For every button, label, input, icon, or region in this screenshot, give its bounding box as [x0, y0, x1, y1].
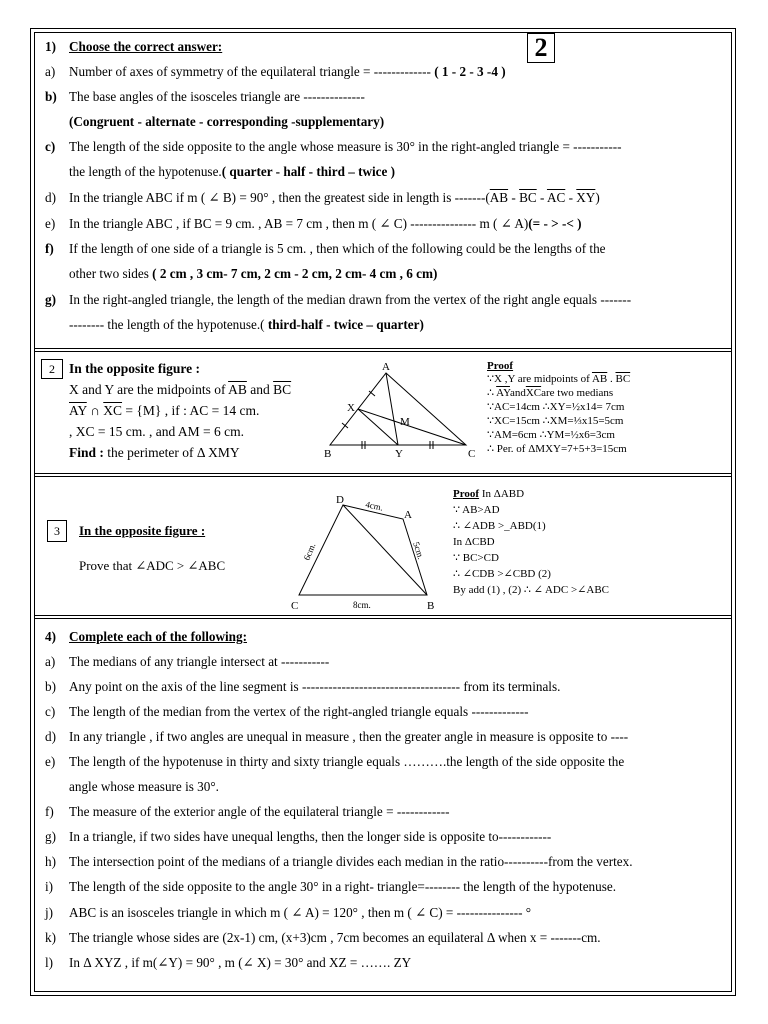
fig-label-m: M [400, 416, 410, 428]
fig-label-a: A [404, 509, 412, 521]
fig-label-b: B [427, 600, 435, 612]
q2-heading: In the opposite figure : [69, 361, 201, 376]
q1-c-options: ( quarter - half - third – twice ) [221, 164, 396, 179]
fig-label-c: C [291, 600, 299, 612]
fig-label-a: A [382, 361, 390, 373]
q4-heading: Complete each of the following: [69, 629, 247, 644]
q2-line-2: $\overline{AY}$ ∩ $\overline{XC} = \{M\}$ , if : AC = 14 cm. [69, 403, 260, 418]
q2-proof-title: Proof [487, 360, 514, 372]
q3-heading: In the opposite figure : [79, 523, 206, 538]
q2-line-4: Find : the perimeter of Δ XMY [69, 445, 240, 460]
q3-quadrilateral-figure [283, 491, 443, 616]
q1-b-options: (Congruent - alternate - corresponding -supplementary) [69, 114, 385, 129]
fig-length-cb: 8cm. [353, 600, 371, 610]
median-ay [386, 373, 398, 445]
worksheet-frame [30, 28, 736, 996]
q1-number: 1) [45, 39, 56, 54]
page-number: 2 [527, 33, 555, 63]
q2-line-1: X and Y are the midpoints of $\overline{AB}$ and $\overline{BC}$ [69, 382, 292, 397]
fig-label-y: Y [395, 448, 403, 460]
fig-length-ab: 5cm. [411, 540, 427, 561]
q1-a-options: ( 1 - 2 - 3 -4 ) [434, 64, 506, 79]
q2-triangle-figure [320, 361, 485, 461]
q4-number: 4) [45, 629, 56, 644]
fig-label-c: C [468, 448, 476, 460]
q1-g-options: third-half - twice – quarter) [267, 317, 424, 332]
divider-2 [35, 473, 731, 477]
q3-proof-title: Proof [453, 488, 480, 500]
divider-1 [35, 348, 731, 352]
divider-3 [35, 615, 731, 619]
fig-length-dc: 6cm. [301, 541, 318, 562]
segment-xy [358, 409, 398, 445]
q2-number-box: 2 [41, 359, 63, 379]
q1-e-options: (= - > -< ) [528, 216, 582, 231]
median-xc [358, 409, 466, 445]
fig-label-x: X [347, 402, 355, 414]
q1-f-options: ( 2 cm , 3 cm- 7 cm, 2 cm - 2 cm, 2 cm- 4 cm , 6 cm) [152, 266, 438, 281]
fig-length-da: 4cm. [364, 499, 385, 513]
q3-prove-statement: Prove that ∠ADC > ∠ABC [79, 558, 226, 573]
worksheet-inner-frame: 2 1) Choose the correct answer: a) Number of axes of symmetry of the equilateral triangle = ------------- ( 1 - 2 - 3 -4 ) b) The base angles of the isosceles triangle are -------------- (Congruent - alternate - corresponding -supplementary) c) The length of the side opposite to the angle whose measure is 30° in the right-angled triangle = ----------- the length of the hypotenuse.( quarter - half - third – twice ) d) In the triangle ABC if m ( ∠ B) = 90° , then the greatest side in length is $-------(\overline{AB} - \overline{BC} - \overline{AC} - \overline{XY})$ e) In the triangle ABC , if BC = 9 cm. , AB = 7 cm , then m ( ∠ C) --------------- m ( ∠ A)(= - > -< ) f) If the length of one side of a triangle is 5 cm. , then which of the following could be the lengths of the other two sides ( 2 cm , 3 cm- 7 cm, 2 cm - 2 cm, 2 cm- 4 cm , 6 cm) g) In the right-angled triangle, the length of the median drawn from the vertex of the right angle equals ------- -------- the length of the hypotenuse.( third-half - twice – quarter) 2 In the opposite figure : X and Y are the midpoints of $\overline{AB}$ and $\overline{BC}$ $\overline{AY}$ ∩ $\overline{XC} = \{M\}$ , if : AC = 14 cm. , XC = 15 cm. , and AM = 6 cm. Find : the perimeter of Δ XMY A B C X Y M Proof ∵X ,Y are midpoints of $\overline{AB}$ . $\overline{BC}$ ∴ $\overline{AY}and\overline{XC}are$ two medians ∵AC=14cm ∴XY=½x14= 7cm ∵XC=15cm ∴XM=⅓x15=5cm ∵AM=6cm ∴YM=½x6=3cm ∴ Per. of ΔMXY=7+5+3=15cm 3 In the opposite figure : Prove that ∠ADC > ∠ABC D A B C 4cm. 5cm. 6cm. 8cm. Proof In ΔABD ∵ AB>AD ∴ ∠ADB >_ABD(1) In ΔCBD ∵ BC>CD ∴ ∠CDB >∠CBD (2) By add (1) , (2) ∴ ∠ ADC >∠ABC 4) Complete each of the following: a) The medians of any triangle intersect at ----------- b) Any point on the axis of the line segment is ------------------------------------ from its terminals. c) The length of the median from the vertex of the right-angled triangle equals ------------- d) In any triangle , if two angles are unequal in measure , then the greater angle in measure is opposite to ---- e) The length of the hypotenuse in thirty and sixty triangle equals ……….the length of the side opposite the angle whose measure is 30°. f) The measure of the exterior angle of the equilateral triangle = ------------ g) In a triangle, if two sides have unequal lengths, then the longer side is opposite to------------ h) The intersection point of the medians of a triangle divides each median in the ratio----------from the vertex. i) The length of the side opposite to the angle 30° in a right- triangle=-------- the length of the hypotenuse. j) ABC is an isosceles triangle in which m ( ∠ A) = 120° , then m ( ∠ C) = --------------- ° k) The triangle whose sides are (2x-1) cm, (x+3)cm , 7cm becomes an equilateral Δ when x = -------cm. l) In Δ XYZ , if m(∠Y) = 90° , m (∠ X) = 30° and XZ = ……. ZY [34, 32, 732, 992]
q1-heading: Choose the correct answer: [69, 39, 223, 54]
fig-label-b: B [324, 448, 332, 460]
q2-line-3: , XC = 15 cm. , and AM = 6 cm. [69, 424, 244, 439]
q3-number-box: 3 [47, 520, 67, 542]
fig-label-d: D [336, 494, 344, 506]
